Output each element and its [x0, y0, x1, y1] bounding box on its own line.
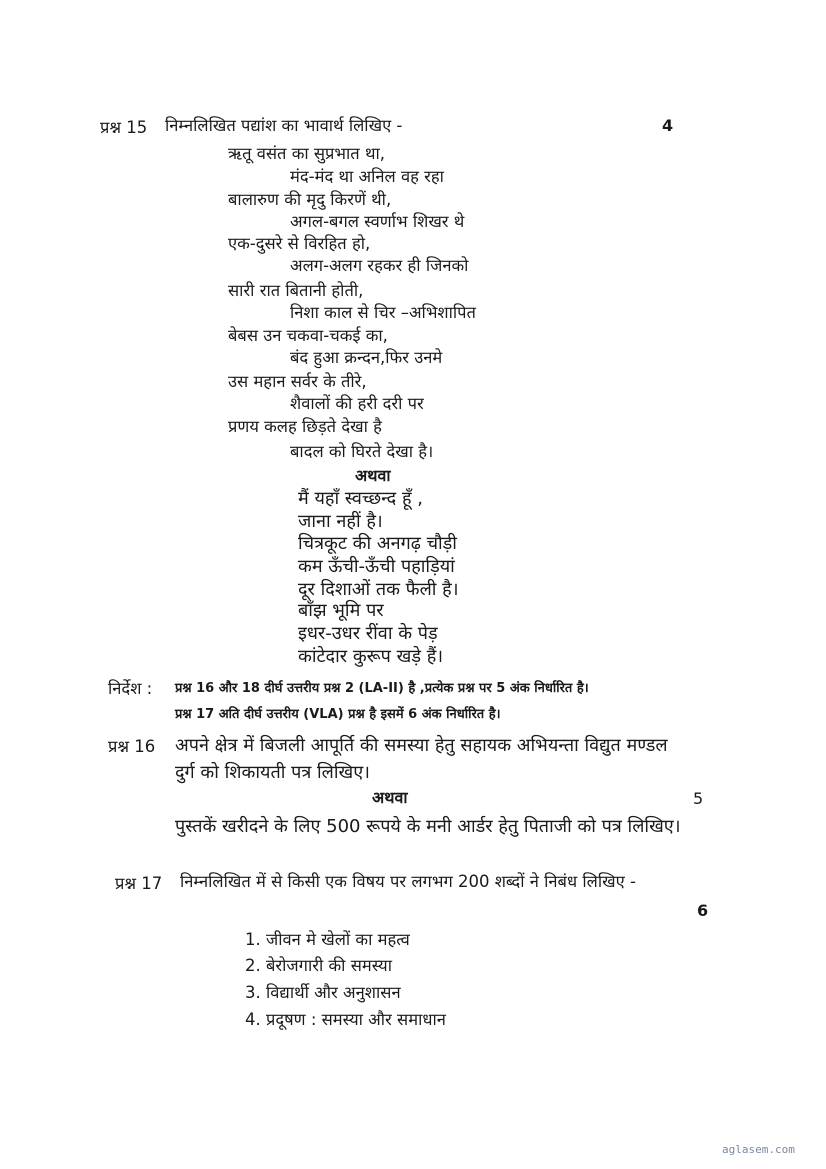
q15-marks: 4	[662, 116, 674, 135]
instructions-line: प्रश्न 17 अति दीर्घ उत्तरीय (VLA) प्रश्न है इसमें 6 अंक निर्धारित है।	[175, 707, 501, 722]
poem-line: दूर दिशाओं तक फैली है।	[298, 579, 459, 600]
q17-marks: 6	[697, 901, 709, 920]
poem-line: एक-दुसरे से विरहित हो,	[228, 234, 371, 253]
poem-line: बाँझ भूमि पर	[298, 600, 384, 621]
q15-prompt: निम्नलिखित पद्यांश का भावार्थ लिखिए -	[165, 116, 403, 135]
q15-label: प्रश्न 15	[100, 118, 148, 137]
poem-line: बालारुण की मृदु किरणें थी,	[228, 190, 392, 209]
topic-item: 1. जीवन मे खेलों का महत्व	[245, 930, 410, 949]
poem-line: बेबस उन चकवा-चकई का,	[228, 326, 388, 345]
poem-line: कांटेदार कुरूप खड़े हैं।	[298, 646, 444, 667]
topic-item: 4. प्रदूषण : समस्या और समाधान	[245, 1010, 446, 1029]
poem-line: इधर-उधर रींवा के पेड़	[298, 623, 438, 644]
poem-line: प्रणय कलह छिड़ते देखा है	[228, 417, 382, 436]
poem-line: अगल-बगल स्वर्णाभ शिखर थे	[290, 212, 465, 231]
poem-line: सारी रात बितानी होती,	[228, 281, 364, 300]
poem-line: निशा काल से चिर –अभिशापित	[290, 303, 476, 322]
poem-line: उस महान सर्वर के तीरे,	[228, 372, 367, 391]
q16-text: अपने क्षेत्र में बिजली आपूर्ति की समस्या हेतु सहायक अभियन्ता विद्युत मण्डल	[175, 735, 668, 756]
q16-alt: पुस्तकें खरीदने के लिए 500 रूपये के मनी आर्डर हेतु पिताजी को पत्र लिखिए।	[175, 816, 681, 837]
poem-line: बंद हुआ क्रन्दन,फिर उनमे	[290, 348, 443, 367]
poem-line: बादल को घिरते देखा है।	[290, 442, 434, 461]
poem-line: ऋतू वसंत का सुप्रभात था,	[228, 144, 386, 163]
poem-line: अलग-अलग रहकर ही जिनको	[290, 256, 469, 275]
instructions-label: निर्देश :	[108, 679, 153, 698]
topic-item: 2. बेरोजगारी की समस्या	[245, 956, 392, 975]
topic-item: 3. विद्यार्थी और अनुशासन	[245, 983, 401, 1002]
poem-line: मंद-मंद था अनिल वह रहा	[290, 167, 444, 186]
q16-text: दुर्ग को शिकायती पत्र लिखिए।	[175, 762, 371, 783]
poem-line: चित्रकूट की अनगढ़ चौड़ी	[298, 533, 457, 554]
poem-line: जाना नहीं है।	[298, 511, 383, 532]
q16-or: अथवा	[372, 788, 408, 807]
q15-or: अथवा	[355, 466, 391, 485]
q17-label: प्रश्न 17	[115, 874, 163, 893]
instructions-line: प्रश्न 16 और 18 दीर्घ उत्तरीय प्रश्न 2 (LA-II) है ,प्रत्येक प्रश्न पर 5 अंक निर्धारित है।	[175, 681, 589, 696]
q16-marks: 5	[693, 789, 704, 808]
q16-label: प्रश्न 16	[108, 737, 156, 756]
q17-prompt: निम्नलिखित में से किसी एक विषय पर लगभग 200 शब्दों ने निबंध लिखिए -	[180, 872, 636, 891]
watermark: aglasem.com	[722, 1143, 795, 1156]
poem-line: कम ऊँची-ऊँची पहाड़ियां	[298, 556, 455, 577]
poem-line: शैवालों की हरी दरी पर	[290, 394, 424, 413]
poem-line: मैं यहाँ स्वच्छन्द हूँ ,	[298, 488, 423, 509]
